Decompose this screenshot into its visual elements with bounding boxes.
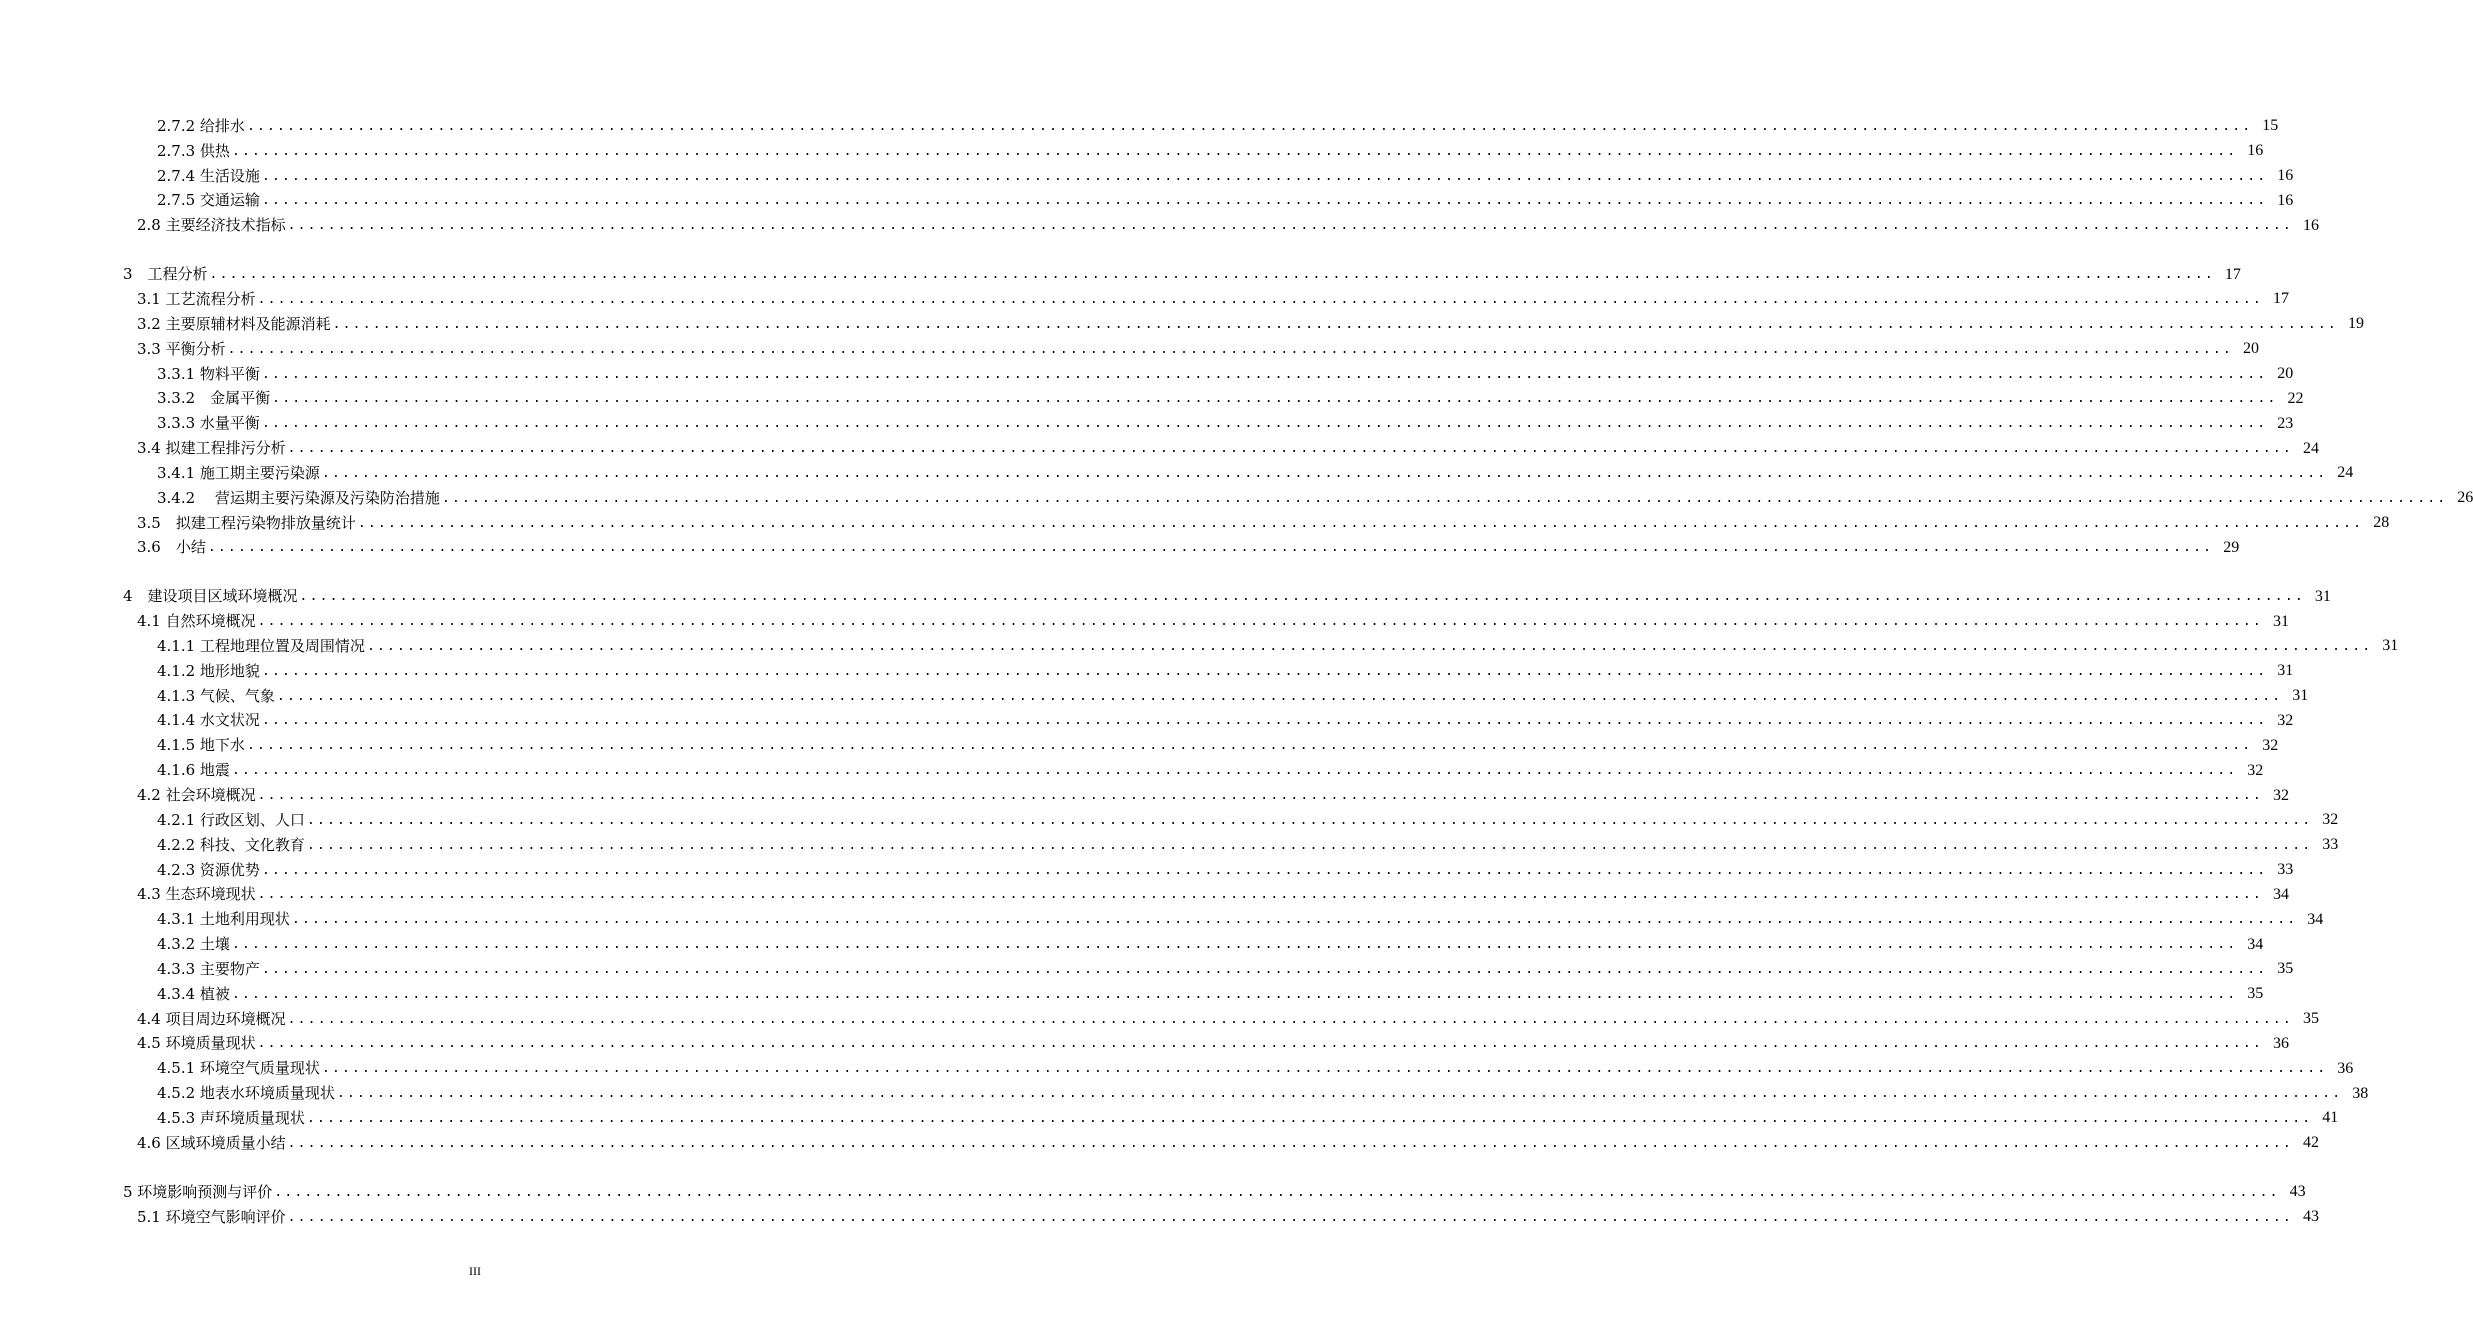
toc-entry-page: 32 (2322, 811, 2339, 829)
toc-entry-title: 3.3.1 物料平衡 (157, 364, 260, 383)
toc-entry-page: 43 (2302, 1208, 2319, 1226)
toc-leader-dots: ........................................................................................................................................................................................................ (272, 391, 2278, 407)
toc-leader-dots: ........................................................................................................................................................................................................ (261, 168, 2268, 184)
toc-entry[interactable] (0, 858, 2294, 883)
toc-entry-page: 42 (2302, 1134, 2319, 1152)
toc-entry-title: 4 建设项目区域环境概况 (123, 587, 298, 606)
toc-entry-title: 4.3.3 主要物产 (157, 959, 260, 978)
toc-entry[interactable] (0, 486, 2473, 511)
toc-entry-page: 16 (2277, 191, 2294, 209)
toc-entry[interactable] (0, 1205, 2319, 1230)
toc-entry-title: 2.7.2 给排水 (157, 116, 245, 135)
toc-entry-page: 24 (2302, 439, 2319, 457)
toc-entry-title: 3.3.2 金属平衡 (157, 389, 271, 408)
toc-entry-page: 22 (2287, 389, 2304, 407)
toc-entry-page: 15 (2262, 117, 2279, 135)
toc-entry-page: 32 (2262, 736, 2279, 754)
toc-entry-title: 3 工程分析 (123, 265, 208, 284)
toc-entry[interactable] (0, 362, 2294, 387)
toc-entry-title: 4.3.2 土壤 (157, 935, 230, 954)
toc-entry[interactable] (0, 337, 2259, 362)
toc-entry-page: 36 (2272, 1034, 2289, 1052)
toc-entry[interactable] (0, 709, 2294, 734)
toc-entry[interactable] (0, 139, 2264, 164)
toc-entry[interactable] (0, 684, 2309, 709)
toc-entry[interactable] (0, 634, 2399, 659)
toc-entry-title: 2.7.5 交通运输 (157, 191, 260, 210)
toc-entry-title: 4.3.4 植被 (157, 984, 230, 1003)
toc-leader-dots: ........................................................................................................................................................................................................ (257, 291, 2263, 307)
toc-entry-page: 33 (2322, 836, 2339, 854)
toc-leader-dots: ........................................................................................................................................................................................................ (257, 788, 2263, 804)
toc-leader-dots: ........................................................................................................................................................................................................ (231, 143, 2238, 159)
toc-entry-page: 32 (2277, 711, 2294, 729)
toc-leader-dots: ........................................................................................................................................................................................................ (261, 416, 2268, 432)
toc-entry-page: 34 (2272, 885, 2289, 903)
toc-entry[interactable] (0, 1131, 2319, 1156)
toc-leader-dots: ........................................................................................................................................................................................................ (366, 638, 2373, 654)
toc-entry[interactable] (0, 436, 2319, 461)
table-of-contents (0, 114, 2473, 1229)
toc-leader-dots: ........................................................................................................................................................................................................ (231, 763, 2238, 779)
toc-leader-dots: ........................................................................................................................................................................................................ (276, 688, 2283, 704)
toc-entry[interactable] (0, 461, 2354, 486)
toc-leader-dots: ........................................................................................................................................................................................................ (261, 193, 2268, 209)
toc-entry-page: 17 (2224, 265, 2241, 283)
toc-entry-page: 35 (2302, 1010, 2319, 1028)
toc-entry-title: 4.5.3 声环境质量现状 (157, 1108, 305, 1127)
toc-entry-page: 16 (2277, 167, 2294, 185)
toc-entry[interactable] (0, 609, 2289, 634)
toc-entry-page: 35 (2247, 985, 2264, 1003)
toc-entry[interactable] (0, 1081, 2369, 1106)
toc-entry-title: 3.6 小结 (137, 538, 206, 557)
toc-entry[interactable] (0, 733, 2279, 758)
toc-entry-page: 43 (2289, 1183, 2306, 1201)
toc-entry[interactable] (0, 584, 2331, 609)
toc-entry-title: 3.5 拟建工程污染物排放量统计 (137, 513, 356, 532)
toc-entry[interactable] (0, 833, 2339, 858)
toc-leader-dots: ........................................................................................................................................................................................................ (246, 118, 2253, 134)
toc-entry[interactable] (0, 659, 2294, 684)
toc-entry-page: 23 (2277, 414, 2294, 432)
toc-entry-page: 31 (2292, 687, 2309, 705)
toc-entry-title: 2.8 主要经济技术指标 (137, 216, 286, 235)
toc-leader-dots: ........................................................................................................................................................................................................ (227, 341, 2233, 357)
toc-entry[interactable] (0, 114, 2279, 139)
toc-entry[interactable] (0, 511, 2390, 536)
toc-entry-title: 4.2.2 科技、文化教育 (157, 835, 305, 854)
toc-entry-title: 3.4.2 营运期主要污染源及污染防治措施 (157, 488, 440, 507)
toc-entry[interactable] (0, 189, 2294, 214)
toc-entry-page: 19 (2347, 315, 2364, 333)
toc-entry-title: 3.3.3 水量平衡 (157, 414, 260, 433)
toc-entry-title: 4.1 自然环境概况 (137, 612, 256, 631)
toc-leader-dots: ........................................................................................................................................................................................................ (207, 540, 2214, 556)
toc-entry[interactable] (0, 758, 2264, 783)
toc-entry-page: 31 (2272, 612, 2289, 630)
toc-leader-dots: ........................................................................................................................................................................................................ (261, 961, 2268, 977)
toc-leader-dots: ........................................................................................................................................................................................................ (231, 937, 2238, 953)
toc-entry-title: 4.5.2 地表水环境质量现状 (157, 1084, 335, 1103)
toc-leader-dots: ........................................................................................................................................................................................................ (291, 912, 2298, 928)
toc-entry-page: 36 (2337, 1059, 2354, 1077)
toc-leader-dots: ........................................................................................................................................................................................................ (287, 1011, 2293, 1027)
toc-entry-title: 4.1.2 地形地貌 (157, 661, 260, 680)
toc-entry-title: 4.3.1 土地利用现状 (157, 910, 290, 929)
toc-leader-dots: ........................................................................................................................................................................................................ (261, 862, 2268, 878)
toc-entry-title: 4.6 区域环境质量小结 (137, 1133, 286, 1152)
toc-entry[interactable] (0, 982, 2264, 1007)
toc-entry-title: 4.2.3 资源优势 (157, 860, 260, 879)
toc-leader-dots: ........................................................................................................................................................................................................ (306, 837, 2313, 853)
toc-entry-page: 32 (2272, 786, 2289, 804)
toc-entry[interactable] (0, 932, 2264, 957)
toc-entry-page: 29 (2223, 538, 2240, 556)
toc-leader-dots: ........................................................................................................................................................................................................ (261, 713, 2268, 729)
toc-entry-page: 31 (2277, 662, 2294, 680)
toc-leader-dots: ........................................................................................................................................................................................................ (261, 663, 2268, 679)
toc-entry-title: 4.1.3 气候、气象 (157, 686, 275, 705)
toc-entry-page: 26 (2457, 489, 2473, 507)
toc-leader-dots: ........................................................................................................................................................................................................ (306, 1110, 2313, 1126)
toc-entry[interactable] (0, 262, 2241, 287)
toc-entry-page: 34 (2247, 935, 2264, 953)
toc-entry-page: 35 (2277, 960, 2294, 978)
toc-leader-dots: ........................................................................................................................................................................................................ (299, 589, 2305, 605)
toc-entry-title: 2.7.4 生活设施 (157, 166, 260, 185)
toc-entry-title: 5 环境影响预测与评价 (123, 1182, 273, 1201)
toc-leader-dots: ........................................................................................................................................................................................................ (287, 1209, 2293, 1225)
toc-leader-dots: ........................................................................................................................................................................................................ (257, 887, 2263, 903)
toc-entry-page: 33 (2277, 861, 2294, 879)
toc-leader-dots: ........................................................................................................................................................................................................ (231, 986, 2238, 1002)
toc-leader-dots: ........................................................................................................................................................................................................ (321, 465, 2328, 481)
toc-entry[interactable] (0, 808, 2339, 833)
toc-entry-title: 4.1.4 水文状况 (157, 711, 260, 730)
toc-entry-page: 31 (2382, 637, 2399, 655)
toc-entry-page: 31 (2314, 587, 2331, 605)
toc-leader-dots: ........................................................................................................................................................................................................ (332, 316, 2338, 332)
toc-entry-page: 16 (2302, 216, 2319, 234)
toc-leader-dots: ........................................................................................................................................................................................................ (357, 515, 2364, 531)
toc-entry-title: 4.5.1 环境空气质量现状 (157, 1059, 320, 1078)
toc-leader-dots: ........................................................................................................................................................................................................ (257, 1036, 2263, 1052)
toc-entry-title: 3.4 拟建工程排污分析 (137, 439, 286, 458)
toc-leader-dots: ........................................................................................................................................................................................................ (246, 738, 2253, 754)
toc-entry[interactable] (0, 287, 2289, 312)
toc-entry-title: 3.4.1 施工期主要污染源 (157, 463, 320, 482)
toc-entry-title: 3.3 平衡分析 (137, 339, 226, 358)
toc-leader-dots: ........................................................................................................................................................................................................ (287, 1135, 2293, 1151)
toc-leader-dots: ........................................................................................................................................................................................................ (287, 218, 2293, 234)
toc-entry[interactable] (0, 312, 2364, 337)
toc-leader-dots: ........................................................................................................................................................................................................ (306, 812, 2313, 828)
page-number: III (469, 1264, 481, 1278)
toc-entry-title: 2.7.3 供热 (157, 141, 230, 160)
toc-entry-page: 34 (2307, 910, 2324, 928)
toc-leader-dots: ........................................................................................................................................................................................................ (209, 267, 2215, 283)
toc-entry-page: 24 (2337, 464, 2354, 482)
toc-entry[interactable] (0, 1032, 2289, 1057)
toc-leader-dots: ........................................................................................................................................................................................................ (441, 490, 2448, 506)
toc-entry-page: 41 (2322, 1109, 2339, 1127)
toc-entry-title: 4.4 项目周边环境概况 (137, 1009, 286, 1028)
toc-entry-page: 17 (2272, 290, 2289, 308)
toc-entry[interactable] (0, 536, 2240, 561)
toc-leader-dots: ........................................................................................................................................................................................................ (261, 366, 2268, 382)
toc-leader-dots: ........................................................................................................................................................................................................ (257, 614, 2263, 630)
toc-entry[interactable] (0, 411, 2294, 436)
toc-leader-dots: ........................................................................................................................................................................................................ (321, 1061, 2328, 1077)
toc-entry-page: 38 (2352, 1084, 2369, 1102)
toc-leader-dots: ........................................................................................................................................................................................................ (274, 1184, 2280, 1200)
toc-entry-page: 32 (2247, 761, 2264, 779)
toc-leader-dots: ........................................................................................................................................................................................................ (336, 1086, 2343, 1102)
toc-entry-title: 4.2.1 行政区划、人口 (157, 810, 305, 829)
toc-entry[interactable] (0, 783, 2289, 808)
toc-entry[interactable] (0, 882, 2289, 907)
toc-entry-title: 4.3 生态环境现状 (137, 885, 256, 904)
toc-entry-title: 3.1 工艺流程分析 (137, 289, 256, 308)
toc-entry-page: 20 (2242, 340, 2259, 358)
toc-entry[interactable] (0, 1007, 2319, 1032)
toc-entry-page: 16 (2247, 142, 2264, 160)
toc-entry-title: 4.1.5 地下水 (157, 736, 245, 755)
toc-entry[interactable] (0, 213, 2319, 238)
toc-entry-title: 5.1 环境空气影响评价 (137, 1207, 286, 1226)
toc-leader-dots: ........................................................................................................................................................................................................ (287, 441, 2293, 457)
toc-entry-title: 3.2 主要原辅材料及能源消耗 (137, 314, 331, 333)
toc-entry[interactable] (0, 1056, 2354, 1081)
toc-entry-title: 4.2 社会环境概况 (137, 786, 256, 805)
toc-entry-page: 28 (2373, 514, 2390, 532)
toc-entry[interactable] (0, 957, 2294, 982)
toc-entry[interactable] (0, 386, 2304, 411)
toc-entry-page: 20 (2277, 365, 2294, 383)
toc-entry-title: 4.1.6 地震 (157, 761, 230, 780)
toc-entry-title: 4.1.1 工程地理位置及周围情况 (157, 636, 365, 655)
toc-entry[interactable] (0, 164, 2294, 189)
toc-entry-title: 4.5 环境质量现状 (137, 1034, 256, 1053)
toc-entry[interactable] (0, 1180, 2306, 1205)
toc-entry[interactable] (0, 907, 2324, 932)
toc-entry[interactable] (0, 1106, 2339, 1131)
